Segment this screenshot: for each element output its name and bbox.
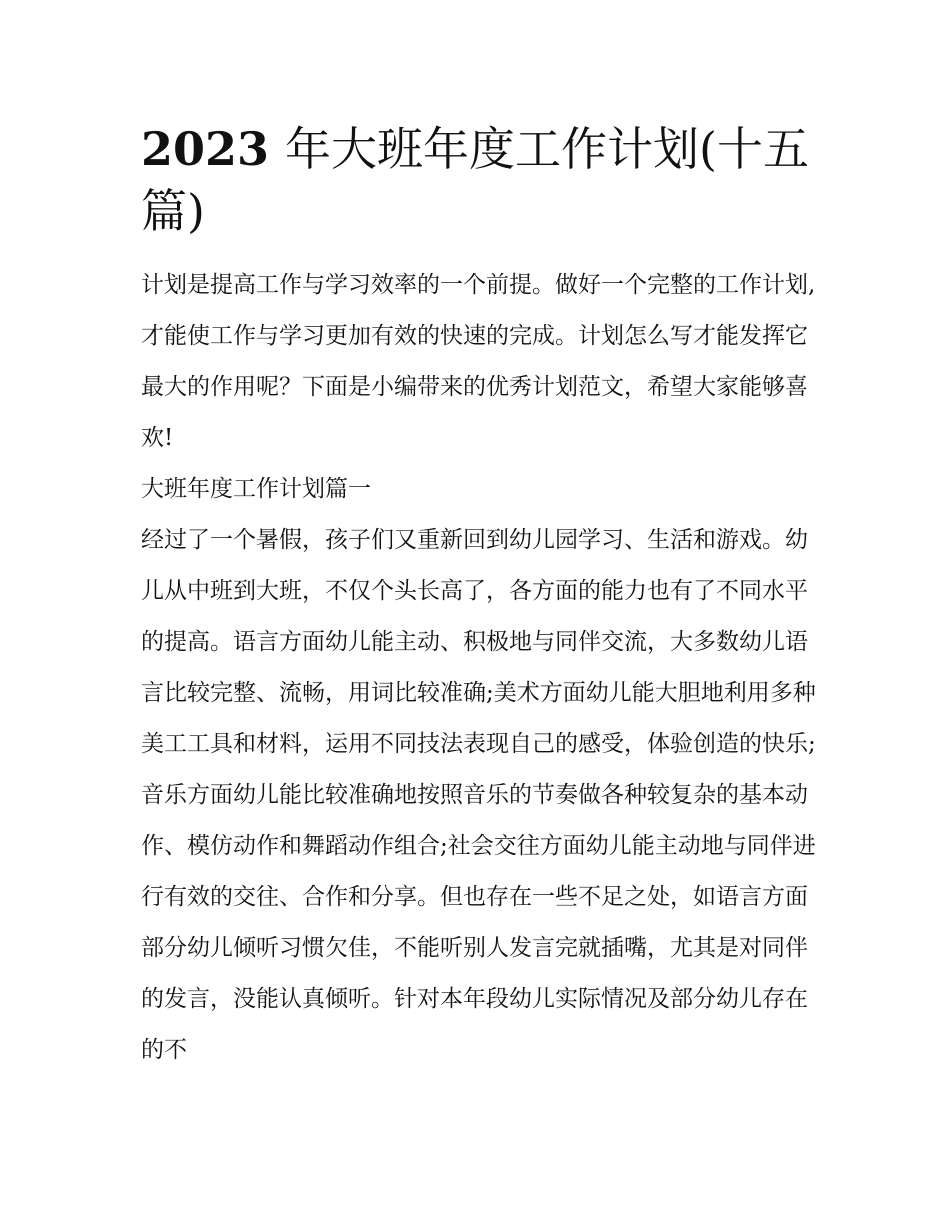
title-text: 年大班年度工作计划(十五篇) — [141, 122, 809, 238]
title-year: 2023 — [141, 122, 270, 176]
intro-paragraph: 计划是提高工作与学习效率的一个前提。做好一个完整的工作计划,才能使工作与学习更加有效的快速的完成。计划怎么写才能发挥它最大的作用呢？下面是小编带来的优秀计划范文，希望大家能够喜欢! — [141, 272, 816, 451]
document-title — [141, 118, 820, 242]
section-paragraph: 经过了一个暑假，孩子们又重新回到幼儿园学习、生活和游戏。幼儿从中班到大班，不仅个头长高了，各方面的能力也有了不同水平的提高。语言方面幼儿能主动、积极地与同伴交流，大多数幼儿语言比较完整、流畅，用词比较准确;美术方面幼儿能大胆地利用多种美工工具和材料，运用不同技法表现自己的感受，体验创造的快乐;音乐方面幼儿能比较准确地按照音乐的节奏做各种较复杂的基本动作、模仿动作和舞蹈动作组合;社会交往方面幼儿能主动地与同伴进行有效的交往、合作和分享。但也存在一些不足之处，如语言方面部分幼儿倾听习惯欠佳，不能听别人发言完就插嘴，尤其是对同伴的发言，没能认真倾听。针对本年段幼儿实际情况及部分幼儿存在的不 — [141, 527, 816, 1063]
section-heading: 大班年度工作计划篇一 — [141, 476, 371, 502]
document-body — [141, 260, 820, 1076]
